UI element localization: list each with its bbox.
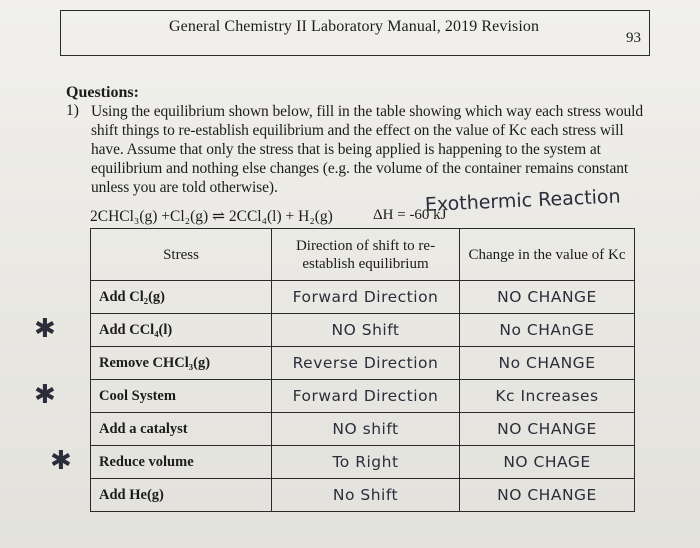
page-header bbox=[60, 10, 650, 56]
table-row bbox=[91, 479, 635, 512]
stress-table bbox=[90, 228, 635, 512]
table-row bbox=[91, 380, 635, 413]
kc-change-cell: No CHAnGE bbox=[460, 314, 635, 347]
table-row bbox=[91, 281, 635, 314]
direction-cell: No Shift bbox=[272, 479, 460, 512]
enthalpy-change: ΔH = -60 kJ bbox=[373, 207, 447, 223]
kc-change-cell: Kc Increases bbox=[460, 380, 635, 413]
table-header-row bbox=[91, 229, 635, 281]
question-text: Using the equilibrium shown below, fill in the table showing which way each stress would shift things to re-establish equilibrium and the effect on the value of Kc each stress will have. Assume that only the stress that is being applied is happening to the system at equilibrium and nothing else changes (e.g. the volume of the container remains constant unless you are told otherwise). bbox=[91, 103, 643, 196]
questions-heading: Questions: bbox=[66, 84, 139, 101]
direction-cell: To Right bbox=[272, 446, 460, 479]
table-row bbox=[91, 314, 635, 347]
star-mark-icon: ✱ bbox=[50, 446, 72, 476]
table-row bbox=[91, 347, 635, 380]
kc-change-cell: NO CHANGE bbox=[460, 281, 635, 314]
kc-change-cell: NO CHAGE bbox=[460, 446, 635, 479]
stress-cell: Remove CHCl₃(g) bbox=[91, 347, 272, 380]
question-number: 1) bbox=[66, 102, 79, 119]
stress-cell: Cool System bbox=[91, 380, 272, 413]
star-mark-icon: ✱ bbox=[34, 314, 56, 344]
direction-cell: Reverse Direction bbox=[272, 347, 460, 380]
page-number: 93 bbox=[626, 30, 641, 46]
direction-cell: Forward Direction bbox=[272, 281, 460, 314]
stress-cell: Add Cl₂(g) bbox=[91, 281, 272, 314]
table-row bbox=[91, 446, 635, 479]
direction-cell: NO Shift bbox=[272, 314, 460, 347]
direction-cell: Forward Direction bbox=[272, 380, 460, 413]
direction-cell: NO shift bbox=[272, 413, 460, 446]
star-mark-icon: ✱ bbox=[34, 380, 56, 410]
header-stress: Stress bbox=[91, 229, 272, 281]
stress-cell: Reduce volume bbox=[91, 446, 272, 479]
handwritten-note: Exothermic Reaction bbox=[424, 185, 622, 216]
table-row bbox=[91, 413, 635, 446]
stress-cell: Add He(g) bbox=[91, 479, 272, 512]
header-direction: Direction of shift to re-establish equilibrium bbox=[272, 229, 460, 281]
equilibrium-equation: 2CHCl₃(g) +Cl₂(g) ⇌ 2CCl₄(l) + H₂(g) bbox=[90, 208, 333, 225]
kc-change-cell: No CHANGE bbox=[460, 347, 635, 380]
kc-change-cell: NO CHANGE bbox=[460, 413, 635, 446]
header-title: General Chemistry II Laboratory Manual, 2019 Revision bbox=[169, 18, 540, 35]
stress-cell: Add CCl₄(l) bbox=[91, 314, 272, 347]
stress-cell: Add a catalyst bbox=[91, 413, 272, 446]
kc-change-cell: NO CHANGE bbox=[460, 479, 635, 512]
header-kc: Change in the value of Kc bbox=[460, 229, 635, 281]
